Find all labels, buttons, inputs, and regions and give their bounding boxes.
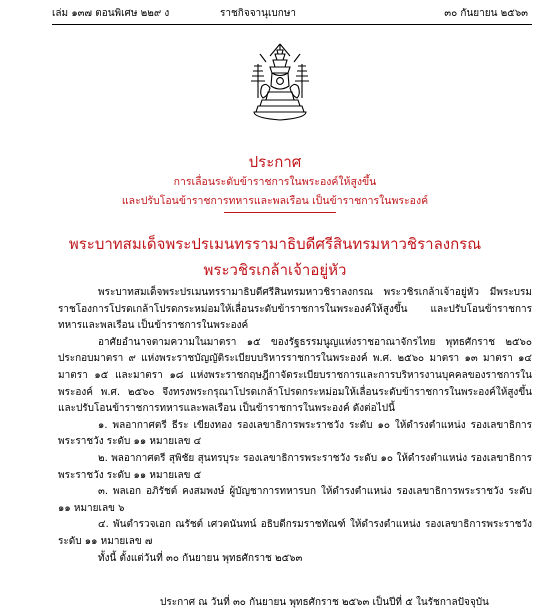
royal-emblem-icon	[248, 42, 312, 124]
appointment-item: ๑. พลอากาศตรี ธีระ เขียงทอง รองเลขาธิการพระราชวัง ระดับ ๑๐ ให้ดำรงตำแหน่ง รองเลขาธิการพระราชวัง ระดับ ๑๑ หมายเลข ๔	[58, 419, 532, 448]
header-volume: เล่ม ๑๓๗ ตอนพิเศษ ๒๒๙ ง	[52, 8, 170, 19]
header-date: ๓๐ กันยายน ๒๕๖๓	[444, 8, 528, 19]
body-paragraph-2: อาศัยอำนาจตามความในมาตรา ๑๕ ของรัฐธรรมนูญแห่งราชอาณาจักรไทย พุทธศักราช ๒๕๖๐ ประกอบมาตรา ๙ แห่งพระราชบัญญัติระเบียบบริหารราชการในพระองค์ พ.ศ. ๒๕๖๐ มาตรา ๑๓ มาตรา ๑๔ มาตรา ๑๕ และมาตรา ๑๘ แห่งพระราชกฤษฎีกาจัดระเบียบราชการและการบริหารงานบุคคลของราชการในพระองค์ พ.ศ. ๒๕๖๐ จึงทรงพระกรุณาโปรดเกล้าโปรดกระหม่อมให้เลื่อนระดับข้าราชการในพระองค์ให้สูงขึ้น และปรับโอนข้าราชการทหารและพลเรือน เป็นข้าราชการในพระองค์ ดังต่อไปนี้	[58, 336, 532, 415]
king-title-line2: พระวชิรเกล้าเจ้าอยู่หัว	[203, 261, 347, 279]
header-rule	[52, 24, 532, 25]
announcement-subtitle-line1: การเลื่อนระดับข้าราชการในพระองค์ให้สูงขึ้น	[173, 176, 377, 188]
document-body	[58, 285, 532, 567]
body-paragraph-1: พระบาทสมเด็จพระปรเมนทรรามาธิบดีศรีสินทรมหาวชิราลงกรณ พระวชิรเกล้าเจ้าอยู่หัว มีพระบรมราชโองการโปรดเกล้าโปรดกระหม่อมให้เลื่อนระดับข้าราชการในพระองค์ให้สูงขึ้น และปรับโอนข้าราชการทหารและพลเรือน เป็นข้าราชการในพระองค์	[58, 287, 532, 332]
closing-statement: ประกาศ ณ วันที่ ๓๐ กันยายน พุทธศักราช ๒๕๖๓ เป็นปีที่ ๕ ในรัชกาลปัจจุบัน	[160, 597, 489, 608]
appointment-item: ๔. พันตำรวจเอก ณรัชต์ เศวตนันทน์ อธิบดีกรมราชทัณฑ์ ให้ดำรงตำแหน่ง รองเลขาธิการพระราชวัง ระดับ ๑๑ หมายเลข ๗	[58, 519, 532, 547]
appointment-item: ๒. พลอากาศตรี สุพิชัย สุนทรบุระ รองเลขาธิการพระราชวัง ระดับ ๑๐ ให้ดำรงตำแหน่ง รองเลขาธิการพระราชวัง ระดับ ๑๑ หมายเลข ๕	[58, 452, 532, 481]
appointment-item: ๓. พลเอก อภิรัชต์ คงสมพงษ์ ผู้บัญชาการทหารบก ให้ดำรงตำแหน่ง รองเลขาธิการพระราชวัง ระดับ ๑๑ หมายเลข ๖	[58, 486, 532, 514]
announcement-subtitle-line2: และปรับโอนข้าราชการทหารและพลเรือน เป็นข้าราชการในพระองค์	[121, 195, 429, 207]
announcement-title: ประกาศ	[248, 153, 302, 171]
page-header	[52, 4, 532, 24]
header-publication: ราชกิจจานุเบกษา	[220, 8, 297, 19]
title-divider	[224, 212, 336, 213]
king-title-line1: พระบาทสมเด็จพระปรเมนทรรามาธิบดีศรีสินทรมหาวชิราลงกรณ	[68, 235, 482, 253]
effective-date: ทั้งนี้ ตั้งแต่วันที่ ๓๐ กันยายน พุทธศักราช ๒๕๖๓	[98, 552, 303, 564]
